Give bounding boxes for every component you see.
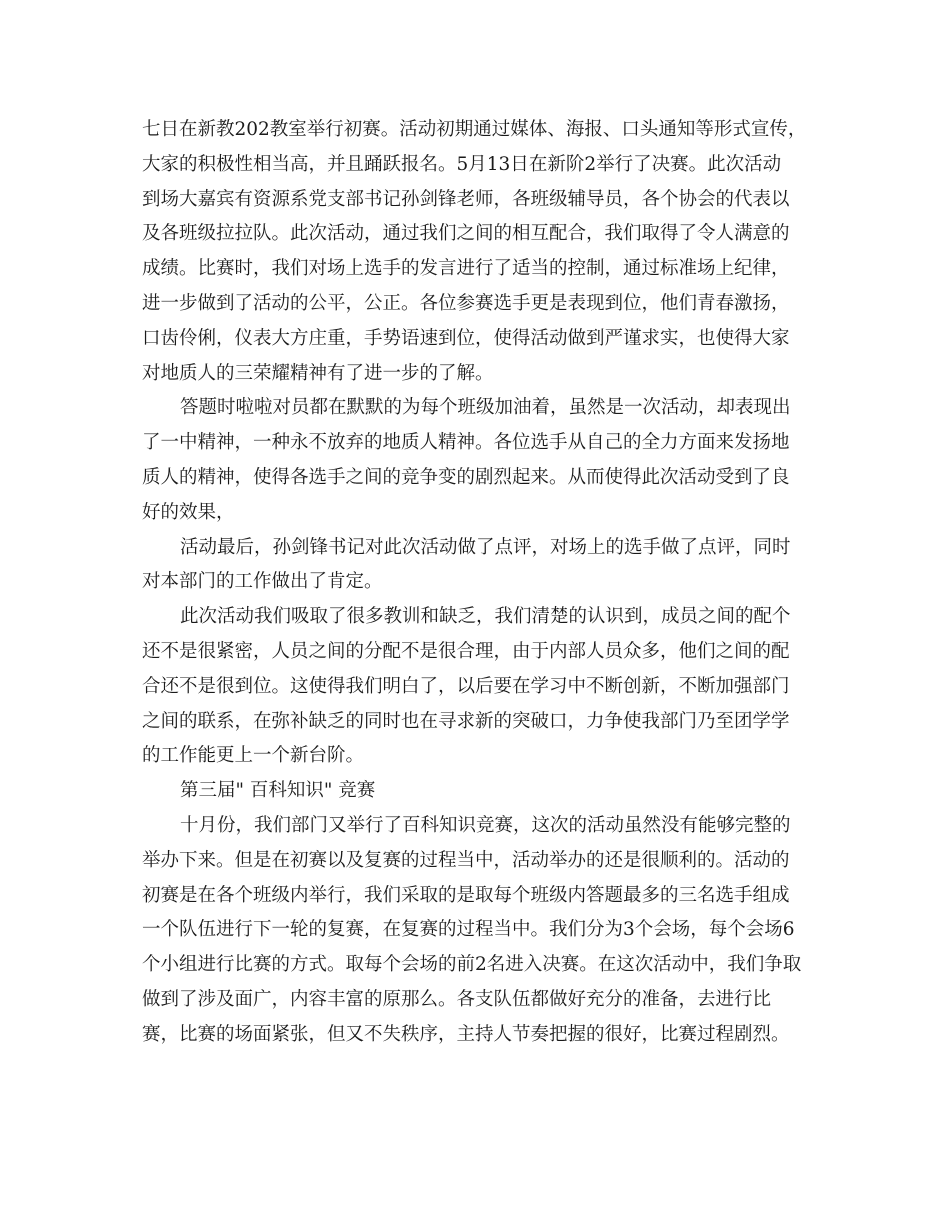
text-line: 举办下来。但是在初赛以及复赛的过程当中，活动举办的还是很顺利的。活动的 [142, 849, 790, 871]
text-line: 十月份，我们部门又举行了百科知识竞赛，这次的活动虽然没有能够完整的 [180, 814, 791, 836]
text-line: 之间的联系，在弥补缺乏的同时也在寻求新的突破口，力争使我部门乃至团学学 [142, 710, 790, 732]
text-line: 做到了涉及面广，内容丰富的原那么。各支队伍都做好充分的准备，去进行比 [142, 988, 772, 1010]
text-line: 对地质人的三荣耀精神有了进一步的了解。 [142, 362, 494, 384]
text-line: 第三届" 百科知识" 竞赛 [180, 780, 376, 802]
text-line: 初赛是在各个班级内举行，我们采取的是取每个班级内答题最多的三名选手组成 [142, 884, 790, 906]
text-line: 大家的积极性相当高，并且踊跃报名。5月13日在新阶2举行了决赛。此次活动 [142, 153, 782, 175]
text-line: 此次活动我们吸取了很多教训和缺乏，我们清楚的认识到，成员之间的配个 [180, 606, 791, 628]
text-line: 答题时啦啦对员都在默默的为每个班级加油着，虽然是一次活动，却表现出 [180, 397, 791, 419]
text-line: 对本部门的工作做出了肯定。 [142, 571, 383, 593]
text-line: 进一步做到了活动的公平，公正。各位参赛选手更是表现到位，他们青春激扬， [142, 292, 790, 314]
text-line: 到场大嘉宾有资源系党支部书记孙剑锋老师，各班级辅导员，各个协会的代表以 [142, 188, 790, 210]
text-line: 一个队伍进行下一轮的复赛，在复赛的过程当中。我们分为3个会场，每个会场6 [142, 919, 795, 941]
text-line: 成绩。比赛时，我们对场上选手的发言进行了适当的控制，通过标准场上纪律， [142, 258, 790, 280]
text-line: 口齿伶俐，仪表大方庄重，手势语速到位，使得活动做到严谨求实，也使得大家 [142, 327, 790, 349]
document-body [142, 113, 822, 1053]
text-line: 活动最后，孙剑锋书记对此次活动做了点评，对场上的选手做了点评，同时 [180, 536, 791, 558]
text-line: 及各班级拉拉队。此次活动，通过我们之间的相互配合，我们取得了令人满意的 [142, 223, 790, 245]
text-line: 的工作能更上一个新台阶。 [142, 745, 365, 767]
text-line: 赛，比赛的场面紧张，但又不失秩序，主持人节奏把握的很好，比赛过程剧烈。 [142, 1023, 790, 1045]
text-line: 合还不是很到位。这使得我们明白了，以后要在学习中不断创新，不断加强部门 [142, 675, 790, 697]
text-line: 还不是很紧密，人员之间的分配不是很合理，由于内部人员众多，他们之间的配 [142, 640, 790, 662]
text-line: 好的效果， [142, 501, 235, 523]
text-line: 质人的精神，使得各选手之间的竞争变的剧烈起来。从而使得此次活动受到了良 [142, 466, 790, 488]
text-line: 了一中精神，一种永不放弃的地质人精神。各位选手从自己的全力方面来发扬地 [142, 432, 790, 454]
text-line: 个小组进行比赛的方式。取每个会场的前2名进入决赛。在这次活动中，我们争取 [142, 954, 802, 976]
text-line: 七日在新教202教室举行初赛。活动初期通过媒体、海报、口头通知等形式宣传， [142, 119, 807, 140]
